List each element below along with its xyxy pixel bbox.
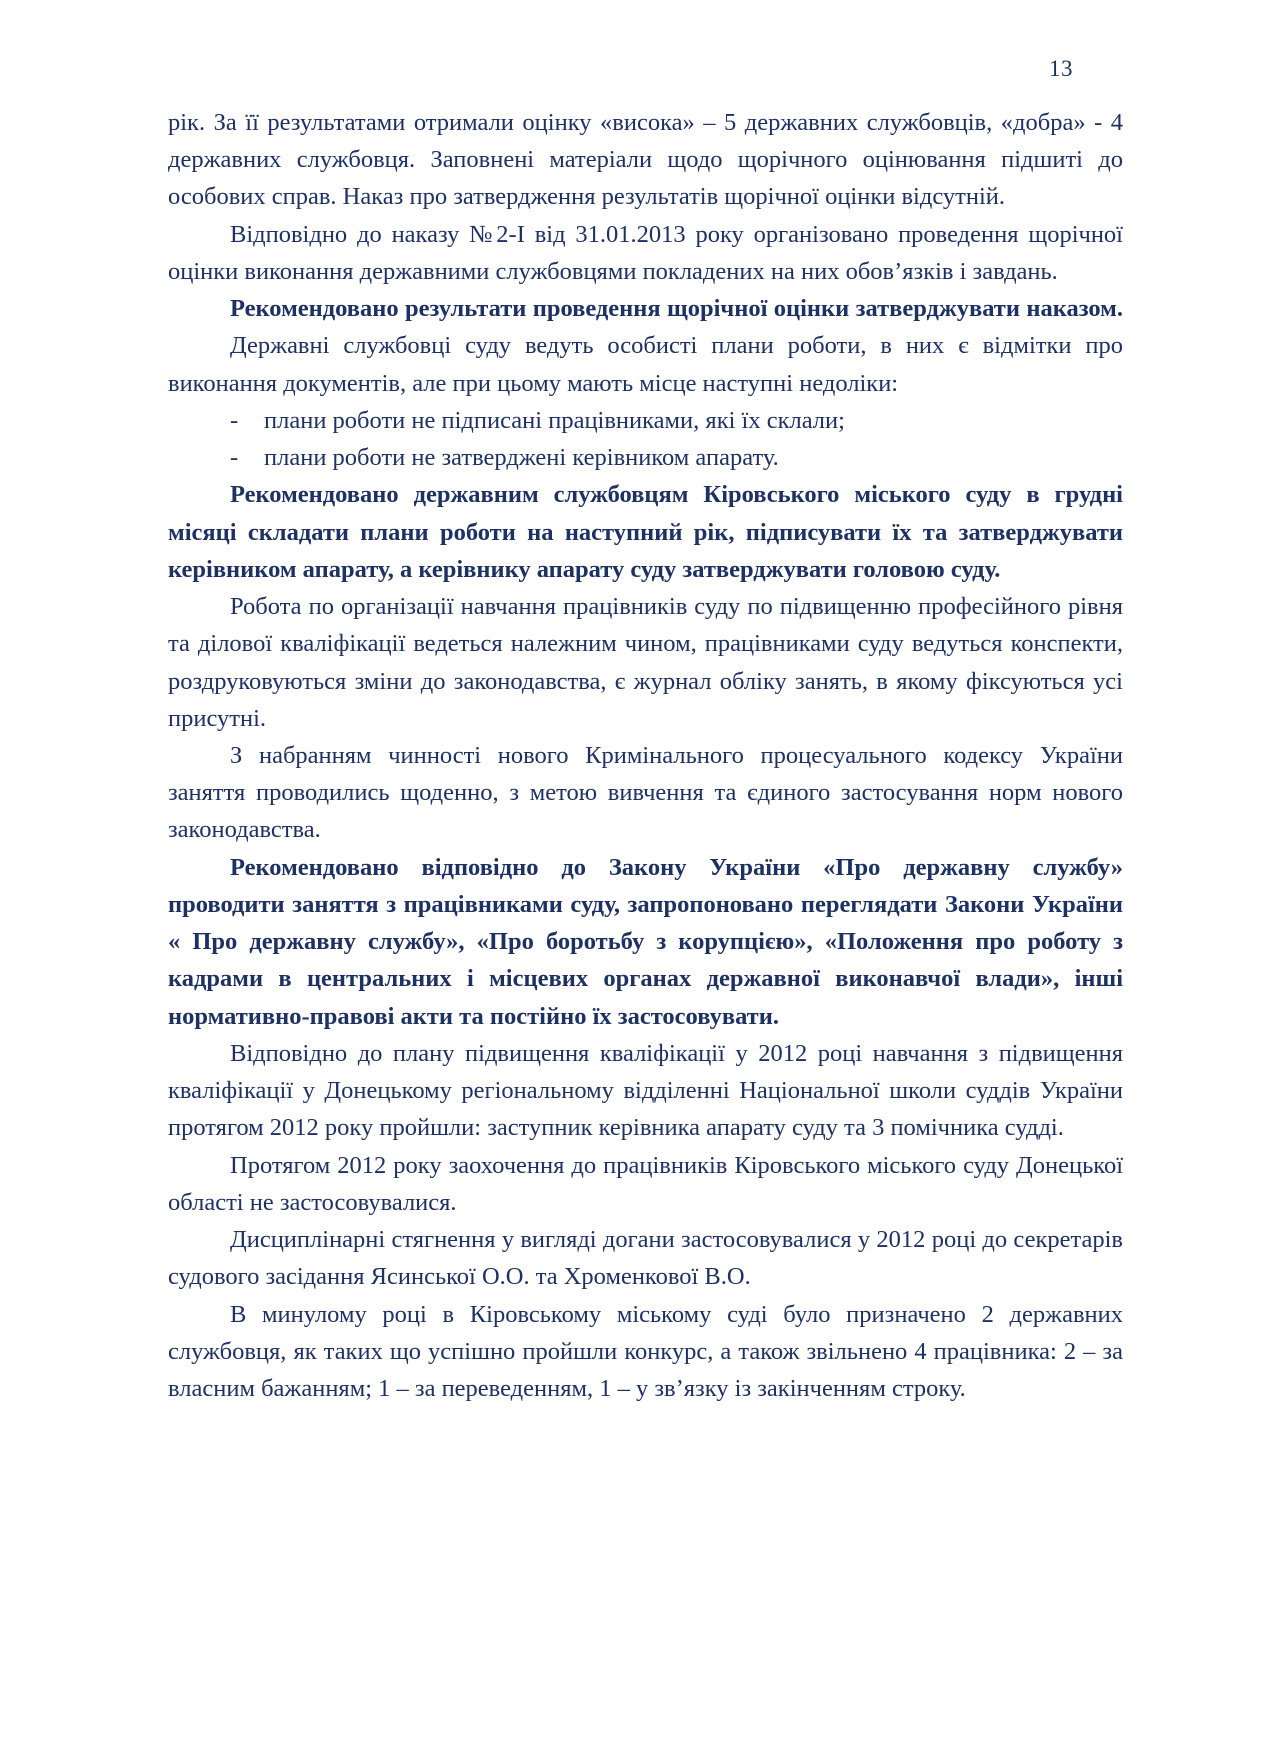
list-item-label: плани роботи не підписані працівниками, які їх склали; [264, 406, 845, 434]
paragraph-continuation: рік. За її результатами отримали оцінку «висока» – 5 державних службовців, «добра» - 4 державних службовця. Заповнені матеріали щодо щорічного оцінювання підшиті до особових справ. Наказ про затвердження результатів щорічної оцінки відсутній. [168, 109, 1123, 211]
page-number: 13 [1049, 56, 1073, 81]
list-marker: - [230, 444, 239, 472]
list-item [168, 439, 1123, 476]
paragraph-qualification-plan: Відповідно до плану підвищення кваліфікації у 2012 році навчання з підвищення кваліфікації у Донецькому регіональному відділенні Національної школи суддів України протягом 2012 року пройшли: заступник керівника апарату суду та 3 помічника судді. [168, 1039, 1123, 1142]
paragraph-training-organization: Робота по організації навчання працівників суду по підвищенню професійного рівня та ділової кваліфікації ведеться належним чином, працівниками суду ведуться конспекти, роздруковуються зміни до законодавства, є журнал обліку занять, в якому фіксуються усі присутні. [168, 593, 1123, 732]
list-item-label: плани роботи не затверджені керівником апарату. [264, 444, 779, 472]
paragraph-disciplinary-sanctions: Дисциплінарні стягнення у вигляді догани застосовувалися у 2012 році до секретарів судового засідання Ясинської О.О. та Хроменкової В.О. [168, 1226, 1123, 1291]
paragraph-recommendation-annual-evaluation: Рекомендовано результати проведення щорічної оцінки затверджувати наказом. [230, 295, 1123, 323]
document-body [168, 104, 1123, 1407]
list-item [168, 402, 1123, 439]
paragraph-order-reference: Відповідно до наказу №2-І від 31.01.2013 року організовано проведення щорічної оцінки виконання державними службовцями покладених на них обов’язків і завдань. [168, 220, 1123, 285]
paragraph-criminal-procedure-code: З набранням чинності нового Кримінального процесуального кодексу України заняття проводились щоденно, з метою вивчення та єдиного застосування норм нового законодавства. [168, 741, 1123, 844]
list-marker: - [230, 406, 239, 434]
paragraph-appointments-dismissals: В минулому році в Кіровському міському суді було призначено 2 державних службовця, як таких що успішно пройшли конкурс, а також звільнено 4 працівника: 2 – за власним бажанням; 1 – за переведенням, 1 – у зв’язку із закінченням строку. [168, 1300, 1123, 1402]
paragraph-work-plans-shortcomings: Державні службовці суду ведуть особисті плани роботи, в них є відмітки про виконання документів, але при цьому мають місце наступні недоліки: [168, 332, 1123, 397]
paragraph-recommendation-work-plans: Рекомендовано державним службовцям Кіровського міського суду в грудні місяці складати плани роботи на наступний рік, підписувати їх та затверджувати керівником апарату, а керівнику апарату суду затверджувати головою суду. [168, 481, 1123, 583]
paragraph-recommendation-civil-service-law: Рекомендовано відповідно до Закону України «Про державну службу» проводити заняття з працівниками суду, запропоновано переглядати Закони України « Про державну службу», «Про боротьбу з корупцією», «Положення про роботу з кадрами в центральних і місцевих органах державної виконавчої влади», інші нормативно-правові акти та постійно їх застосовувати. [168, 853, 1123, 1030]
paragraph-incentives: Протягом 2012 року заохочення до працівників Кіровського міського суду Донецької області не застосовувалися. [168, 1151, 1123, 1216]
shortcomings-list [168, 402, 1123, 476]
